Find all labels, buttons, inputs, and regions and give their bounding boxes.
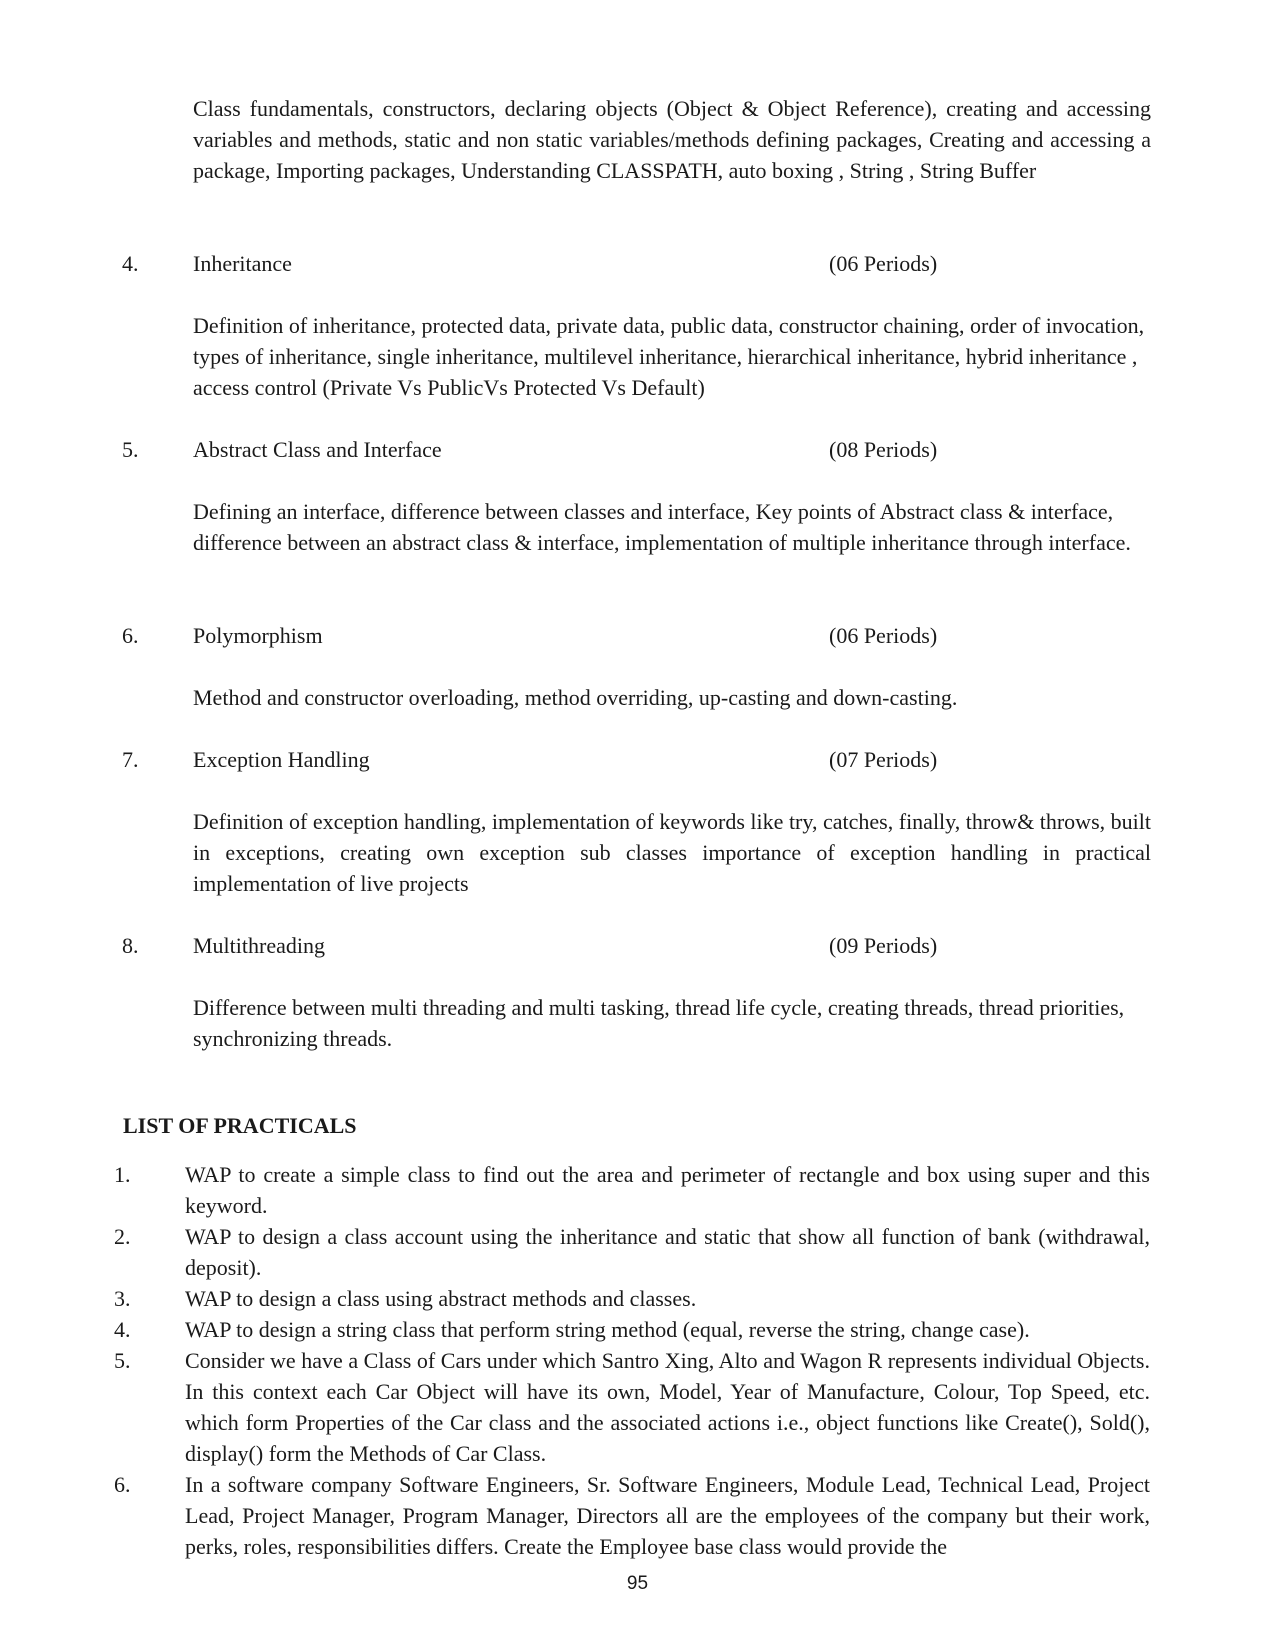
section-body-multithreading: Difference between multi threading and multi tasking, thread life cycle, creating threads, thread priorities, synchronizing threads. [193,995,1125,1051]
section-body-polymorphism: Method and constructor overloading, method overriding, up-casting and down-casting. [193,685,958,710]
practicals-list [0,1159,1275,1562]
section-title: Abstract Class and Interface [193,437,442,462]
section-title: Multithreading [193,933,325,958]
section-number: 5. [122,437,139,462]
section-heading-exception-handling [0,744,1275,775]
section-body-abstract-class: Defining an interface, difference between classes and interface, Key points of Abstract class & interface, difference between an abstract class & interface, implementation of multiple inheritance through interface. [193,499,1131,555]
section-periods: (08 Periods) [829,437,938,462]
practical-item [0,1345,1275,1469]
practical-text: WAP to design a string class that perform string method (equal, reverse the string, change case). [185,1317,1030,1342]
section-heading-inheritance [0,248,1275,279]
practical-text: Consider we have a Class of Cars under which Santro Xing, Alto and Wagon R represents individual Objects. In this context each Car Object will have its own, Model, Year of Manufacture, Colour, Top Speed, etc. which form Properties of the Car class and the associated actions i.e., object functions like Create(), Sold(), display() form the Methods of Car Class. [185,1348,1150,1466]
section-periods: (07 Periods) [829,747,938,772]
section-periods: (06 Periods) [829,623,938,648]
section-title: Polymorphism [193,623,323,648]
practical-number: 3. [114,1286,131,1311]
practical-text: WAP to design a class account using the inheritance and static that show all function of bank (withdrawal, deposit). [185,1224,1150,1280]
section-heading-polymorphism [0,620,1275,651]
section-heading-abstract-class [0,434,1275,465]
practical-number: 2. [114,1224,131,1249]
section-body-exception-handling: Definition of exception handling, implementation of keywords like try, catches, finally, throw& throws, built in exceptions, creating own exception sub classes importance of exception handling in practical implementation of live projects [193,809,1151,896]
section-title: Exception Handling [193,747,370,772]
practical-item [0,1159,1275,1221]
practical-number: 6. [114,1472,131,1497]
page-number: 95 [626,1573,649,1594]
section-body-inheritance: Definition of inheritance, protected data, private data, public data, constructor chaining, order of invocation, types of inheritance, single inheritance, multilevel inheritance, hierarchical inheritance, hybrid inheritance , access control (Private Vs PublicVs Protected Vs Default) [193,313,1145,400]
practical-item [0,1283,1275,1314]
practical-item [0,1314,1275,1345]
section-number: 6. [122,623,139,648]
practical-text: WAP to create a simple class to find out the area and perimeter of rectangle and box using super and this keyword. [185,1162,1150,1218]
practical-number: 4. [114,1317,131,1342]
section-title: Inheritance [193,251,292,276]
section-number: 4. [122,251,139,276]
practical-item [0,1469,1275,1562]
section-heading-multithreading [0,930,1275,961]
practical-item [0,1221,1275,1283]
section-number: 8. [122,933,139,958]
practical-number: 1. [114,1162,131,1187]
section-number: 7. [122,747,139,772]
section-periods: (09 Periods) [829,933,938,958]
practical-text: In a software company Software Engineers, Sr. Software Engineers, Module Lead, Technical Lead, Project Lead, Project Manager, Program Manager, Directors all are the employees of the company but their work, perks, roles, responsibilities differs. Create the Employee base class would provide the [185,1472,1150,1559]
practical-number: 5. [114,1348,131,1373]
section-periods: (06 Periods) [829,251,938,276]
practicals-heading: LIST OF PRACTICALS [123,1113,357,1138]
intro-paragraph: Class fundamentals, constructors, declaring objects (Object & Object Reference), creating and accessing variables and methods, static and non static variables/methods defining packages, Creating and accessing a package, Importing packages, Understanding CLASSPATH, auto boxing , String , String Buffer [193,96,1151,183]
practical-text: WAP to design a class using abstract methods and classes. [185,1286,697,1311]
